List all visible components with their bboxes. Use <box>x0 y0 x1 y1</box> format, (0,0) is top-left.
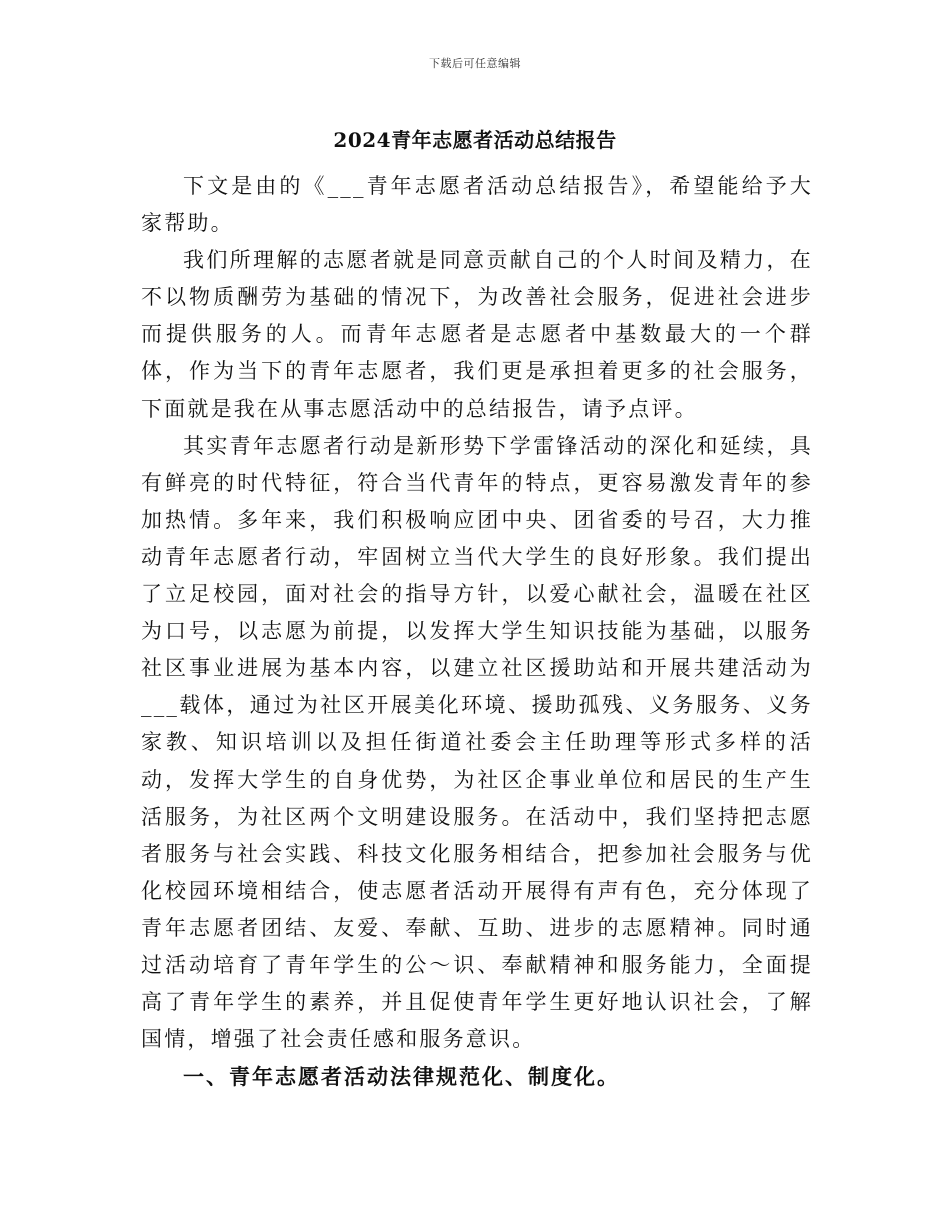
definition-paragraph: 我们所理解的志愿者就是同意贡献自己的个人时间及精力，在不以物质酬劳为基础的情况下，为改善社会服务，促进社会进步而提供服务的人。而青年志愿者是志愿者中基数最大的一个群体，作为当下的青年志愿者，我们更是承担着更多的社会服务，下面就是我在从事志愿活动中的总结报告，请予点评。 <box>141 248 813 421</box>
section-heading: 一、青年志愿者活动法律规范化、制度化。 <box>183 1064 620 1090</box>
document-body <box>141 168 813 1095</box>
document-title: 2024青年志愿者活动总结报告 <box>333 128 617 152</box>
intro-paragraph: 下文是由的《___青年志愿者活动总结报告》，希望能给予大家帮助。 <box>141 174 813 236</box>
activity-paragraph: 其实青年志愿者行动是新形势下学雷锋活动的深化和延续，具有鲜亮的时代特征，符合当代青年的特点，更容易激发青年的参加热情。多年来，我们积极响应团中央、团省委的号召，大力推动青年志愿者行动，牢固树立当代大学生的良好形象。我们提出了立足校园，面对社会的指导方针，以爱心献社会，温暖在社区为口号，以志愿为前提，以发挥大学生知识技能为基础，以服务社区事业进展为基本内容，以建立社区援助站和开展共建活动为___载体，通过为社区开展美化环境、援助孤残、义务服务、义务家教、知识培训以及担任街道社委会主任助理等形式多样的活动，发挥大学生的自身优势，为社区企事业单位和居民的生产生活服务，为社区两个文明建设服务。在活动中，我们坚持把志愿者服务与社会实践、科技文化服务相结合，把参加社会服务与优化校园环境相结合，使志愿者活动开展得有声有色，充分体现了青年志愿者团结、友爱、奉献、互助、进步的志愿精神。同时通过活动培育了青年学生的公～识、奉献精神和服务能力，全面提高了青年学生的素养，并且促使青年学生更好地认识社会，了解国情，增强了社会责任感和服务意识。 <box>141 433 813 1052</box>
header-note: 下载后可任意编辑 <box>429 57 521 70</box>
